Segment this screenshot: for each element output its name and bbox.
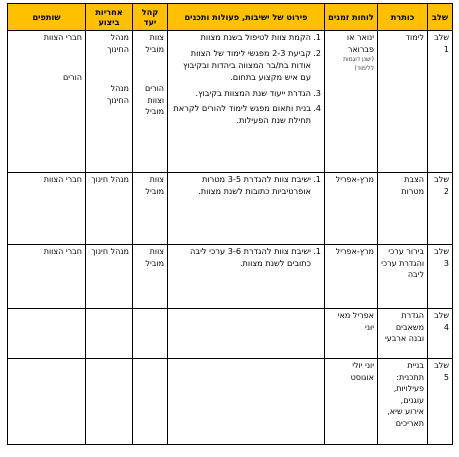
activity-item: ישיבת צוות להגדרת 3-5 מטרות אופרטיביות כתובות לשנת מצוות. [198,174,311,196]
title-cell: בניית תתכנית: פעילויות, עוגנים, אירוע שיא, תאריכים [378,359,428,445]
timeline-cell [325,31,378,173]
audience-cell: צוות מוביל [133,245,168,309]
timeline-cell: אפריל מאי יוני [325,309,378,359]
activities-cell [168,245,325,309]
activity-item: ישיבת צוות להגדרת 3-6 ערכי ליבה כתובים לשנת מצוות. [190,246,311,268]
activity-item: בנית ותאום מפגש לימוד להורים לקראת תחילת שנת הפעילות. [173,103,311,126]
activities-cell [168,359,325,445]
stage-cell: שלב 4 [428,309,453,359]
partners-cell [8,359,86,445]
partners-cell [8,31,86,173]
table-row [8,359,453,445]
stage-cell: שלב 1 [428,31,453,173]
activities-cell [168,31,325,173]
partners-text: חברי הצוות [43,33,82,42]
activity-item: הגדרת ייעוד שנת המצוות בקיבוץ. [195,87,311,98]
audience-text: צוות מוביל [145,33,164,54]
owner-cell [86,31,133,173]
title-cell: הצבת מטרות [378,173,428,245]
title-cell: לימוד [378,31,428,173]
timeline-note: (ישנן דוגמות ללימוד) [343,56,374,72]
planning-table [7,3,453,445]
timeline-cell: מרץ-אפריל [325,245,378,309]
stage-cell: שלב 2 [428,173,453,245]
table-row [8,31,453,173]
owner-cell [86,359,133,445]
owner-text: מנהל החינוך [107,84,129,105]
audience-text: הורים וצוות מוביל [144,84,164,117]
owner-cell: מנהל חינוך [86,245,133,309]
header-timeline: לוחות זמנים [325,4,378,31]
audience-cell: צוות מוביל [133,173,168,245]
partners-cell: חברי הצוות [8,245,86,309]
activity-item: הקמת צוות לטיפול בשנת מצוות [200,32,311,42]
audience-cell [133,359,168,445]
activities-cell [168,173,325,245]
owner-cell: מנהל חינוך [86,173,133,245]
activities-list [171,32,321,127]
activities-cell [168,309,325,359]
title-cell: בירור ערכי והגדרת ערכי ליבה [378,245,428,309]
activity-item: קביעת 2-3 מפגשי לימוד של הצוות אודות בת/בר המצווה ביהדות ובקיבוץ עם איש מקצוע בתחום. [183,47,311,82]
header-partners: שותפים [8,4,86,31]
owner-cell [86,309,133,359]
stage-cell: שלב 5 [428,359,453,445]
audience-cell [133,31,168,173]
header-row [8,4,453,31]
timeline-text: ינואר או פברואר [346,33,374,54]
header-stage: שלב [428,4,453,31]
partners-cell: חברי הצוות [8,173,86,245]
title-cell: הגדרת משאבים ובנה ארבעי [378,309,428,359]
table-row [8,245,453,309]
owner-text: מנהל החינוך [107,33,129,54]
audience-cell [133,309,168,359]
timeline-cell: מרץ-אפריל [325,173,378,245]
table-row [8,173,453,245]
activities-list [171,174,321,198]
header-activities: פירוט של ישיבות, פעולות ותכנים [168,4,325,31]
partners-text: הורים [62,72,82,82]
timeline-cell: יוני יולי אוגוסט [325,359,378,445]
table-row [8,309,453,359]
header-owner: אחריות ביצוע [86,4,133,31]
stage-cell: שלב 3 [428,245,453,309]
header-title: כותרת [378,4,428,31]
partners-cell [8,309,86,359]
activities-list [171,246,321,270]
header-audience: קהל יעד [133,4,168,31]
